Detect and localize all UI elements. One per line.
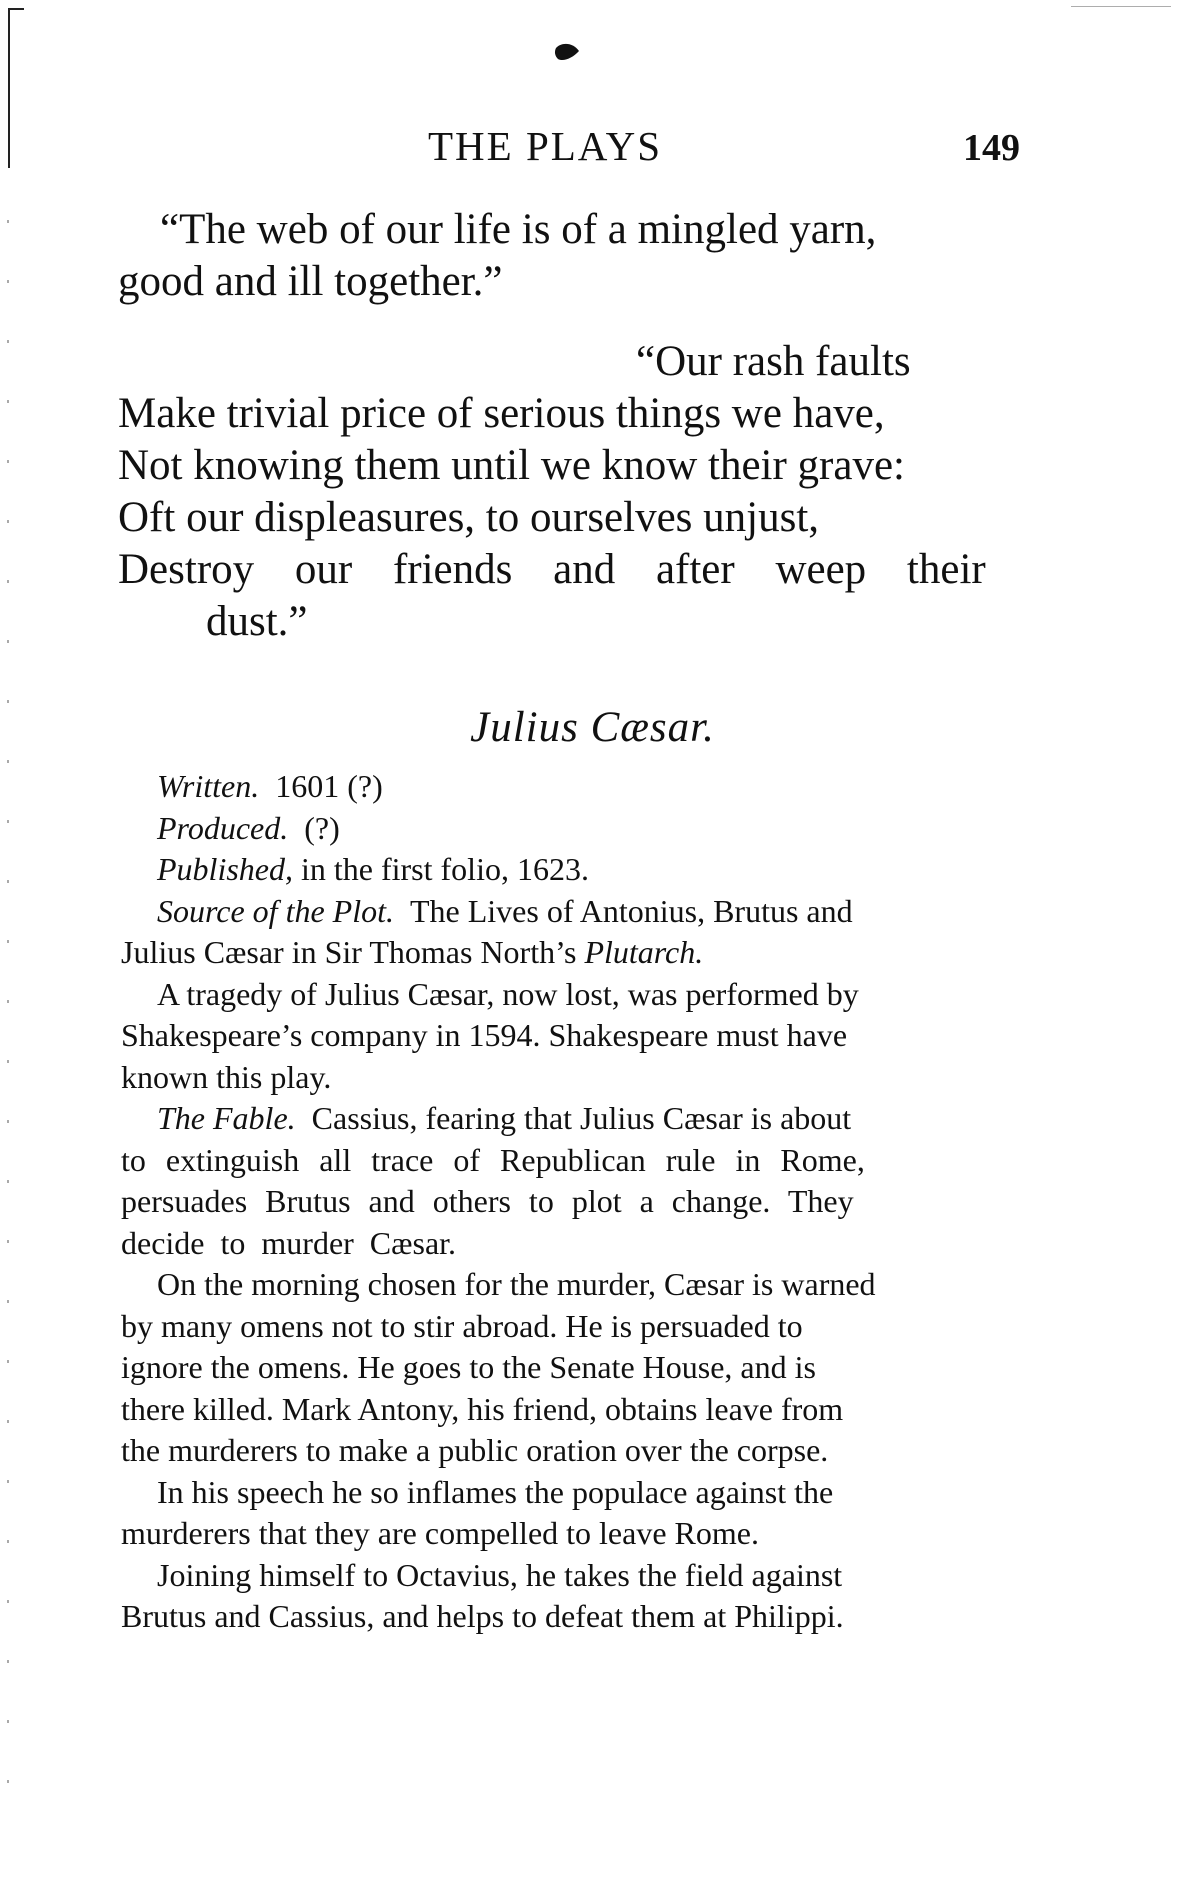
fable-label: The Fable. <box>157 1100 296 1136</box>
verse-line: dust.” <box>206 598 308 645</box>
fable-first-line <box>121 1098 1026 1140</box>
quote-line: “The web of our life is of a mingled yarn, <box>160 206 877 253</box>
paragraph-line: decide to murder Cæsar. <box>121 1224 457 1261</box>
fact-label: Source of the Plot. <box>157 892 394 929</box>
verse-line: Not knowing them until we know their grave: <box>118 442 905 489</box>
fable-text: Cassius, fearing that Julius Cæsar is about <box>311 1100 852 1136</box>
play-description <box>121 766 1026 1638</box>
quotation-rash-faults <box>118 336 1024 648</box>
source-title: Plutarch. <box>584 934 704 970</box>
paragraph-line: known this play. <box>121 1058 332 1095</box>
quotation-web-of-life <box>118 204 1024 308</box>
paragraph-line: to extinguish all trace of Republican rule in Rome, <box>121 1141 865 1178</box>
running-head: THE PLAYS <box>428 123 663 169</box>
page-number: 149 <box>963 127 1020 169</box>
verse-line: Make trivial price of serious things we have, <box>118 390 885 437</box>
play-title: Julius Cæsar. <box>470 704 715 751</box>
scan-edge-specks <box>7 220 9 1820</box>
verse-line: “Our rash faults <box>636 338 911 385</box>
paragraph-line: there killed. Mark Antony, his friend, obtains leave from <box>121 1390 844 1427</box>
scan-top-rule <box>1071 6 1171 7</box>
scan-edge-mark <box>8 8 24 10</box>
fact-label: Published, <box>157 851 293 887</box>
paragraph-line: the murderers to make a public oration over the corpse. <box>121 1432 829 1468</box>
quote-line: good and ill together.” <box>118 258 503 305</box>
fact-produced <box>121 808 1026 850</box>
paragraph-line: In his speech he so inflames the populace against the <box>157 1473 834 1510</box>
paragraph-line: Brutus and Cassius, and helps to defeat them at Philippi. <box>121 1598 844 1634</box>
fact-value: in the first folio, 1623. <box>300 851 589 887</box>
fact-written <box>121 766 1026 808</box>
scan-edge-line <box>8 8 10 168</box>
paragraph-line: On the morning chosen for the murder, Cæsar is warned <box>157 1266 876 1302</box>
fact-value: (?) <box>304 809 340 846</box>
fact-source <box>121 891 1026 933</box>
fact-value: The Lives of Antonius, Brutus and <box>409 892 853 929</box>
fact-published <box>121 849 1026 891</box>
verse-line: Oft our displeasures, to ourselves unjust, <box>118 494 820 541</box>
paragraph-line: by many omens not to stir abroad. He is persuaded to <box>121 1307 803 1344</box>
paragraph-line: Shakespeare’s company in 1594. Shakespeare must have <box>121 1017 848 1053</box>
page-header <box>118 122 1020 172</box>
paragraph-line: persuades Brutus and others to plot a change. They <box>121 1183 854 1219</box>
paragraph-line: Joining himself to Octavius, he takes the field against <box>157 1556 843 1593</box>
paragraph-line: murderers that they are compelled to leave Rome. <box>121 1515 759 1551</box>
fact-label: Written. <box>157 768 260 804</box>
ink-blot-ornament-icon <box>553 40 581 64</box>
fact-value: Julius Cæsar in Sir Thomas North’s <box>121 934 585 970</box>
fact-label: Produced. <box>157 809 289 846</box>
fact-source-continued <box>121 932 1026 974</box>
paragraph-line: A tragedy of Julius Cæsar, now lost, was performed by <box>157 975 859 1012</box>
paragraph-line: ignore the omens. He goes to the Senate House, and is <box>121 1349 816 1385</box>
verse-line: Destroy our friends and after weep their <box>118 546 986 593</box>
fact-value: 1601 (?) <box>275 768 383 804</box>
